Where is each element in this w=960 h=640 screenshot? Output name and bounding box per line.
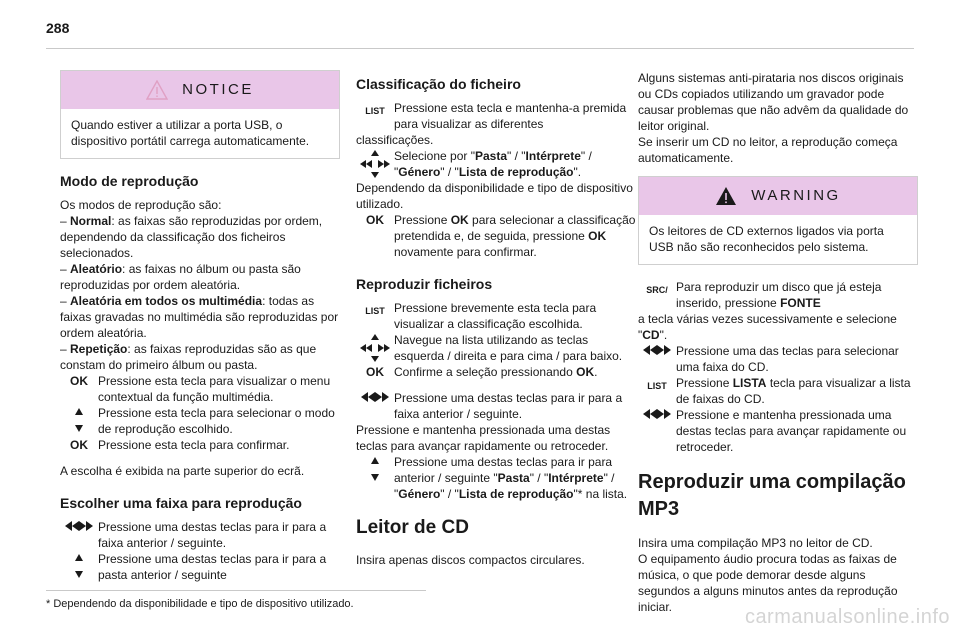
notice-box [60,70,340,159]
ok-icon: OK [70,438,88,452]
reproduzir-heading: Reproduzir ficheiros [356,276,493,292]
left-right-arrows-icon [638,407,676,420]
cd-step-src: SRC/ Para reproduzir um disco que já esteja inserido, pressione FONTE [638,279,918,311]
faixa-step-leftright: Pressione uma destas teclas para ir para a faixa anterior / seguinte. [60,519,340,551]
modo-step-ok: OK Pressione esta tecla para visualizar o menu contextual da função multimédia. [60,373,340,405]
list-icon: LIST [365,106,385,116]
reproduzir-step-updown: Pressione uma destas teclas para ir para anterior / seguinte "Pasta" / "Intérprete" / "Género" / "Lista de reprodução"* na lista. [356,454,636,502]
cd-step-list: LIST Pressione LISTA tecla para visualizar a lista de faixas do CD. [638,375,918,407]
faixa-heading: Escolher uma faixa para reprodução [60,495,302,511]
column-1 [60,70,340,583]
classificacao-step-list: LIST Pressione esta tecla e mantenha-a premida para visualizar as diferentes [356,100,636,132]
left-right-arrows-icon [60,519,98,532]
footnote [46,590,426,610]
modo-step-confirm: OK Pressione esta tecla para confirmar. [60,437,340,453]
reproduzir-step-arrows: Navegue na lista utilizando as teclas esquerda / direita e para cima / para baixo. [356,332,636,364]
modo-item-aleatoria-todos: – Aleatória em todos os multimédia: todas as faixas gravadas no multimédia são reproduzidas por ordem aleatória. [60,294,339,340]
cd-step-fast: Pressione e mantenha pressionada uma destas teclas para avançar rapidamente ou retroceder. [638,407,918,455]
modo-item-repeticao: – Repetição: as faixas reproduzidas são as que constam do primeiro álbum ou pasta. [60,342,317,372]
mp3-heading: Reproduzir uma compilação MP3 [638,471,906,520]
reproduzir-step-list: LIST Pressione brevemente esta tecla para visualizar a classificação escolhida. [356,300,636,332]
leitor-text: Insira apenas discos compactos circulares. [356,553,585,567]
watermark: carmanualsonline.info [744,606,950,628]
reproduzir-step-leftright: Pressione uma destas teclas para ir para a faixa anterior / seguinte. [356,390,636,422]
classificacao-step-arrows: Selecione por "Pasta" / "Intérprete" / "Género" / "Lista de reprodução". [356,148,636,180]
notice-header [61,71,339,109]
warning-triangle-icon [715,186,737,206]
four-way-arrows-icon [356,332,394,363]
notice-title: NOTICE [182,81,254,98]
list-icon: LIST [365,306,385,316]
column-3: Alguns sistemas anti-pirataria nos discos originais ou CDs copiados utilizando um gravador pode causar problemas que não advêm da qualidade do leitor original. Se inserir um CD no leitor, a reprodução começa automaticamente. WARNING Os leitores de CD externos ligados via porta USB não são reconhecidos pelo sistema. SRC/ Para reproduzir um disco que já esteja inserido, pressione FONTE a tecla várias vezes sucessivamente e selecione "CD". Pressione uma das teclas para selecionar uma faixa do CD. LIST Pressione LISTA tecla para visualizar a lista de faixas do CD. Pressione e mantenha pressionada uma destas teclas para avançar rapidamente ou retroceder. Reproduzir uma compilação MP3 Insira uma compilação MP3 no leitor de CD. O equipamento áudio procura todas as faixas de música, o que pode demorar desde alguns segundos a alguns minutos antes da reprodução iniciar. [638,70,918,615]
warning-header [639,177,917,215]
mp3-text: Insira uma compilação MP3 no leitor de CD. [638,536,873,550]
notice-text: Quando estiver a utilizar a porta USB, o dispositivo portátil carrega automaticamente. [71,118,310,148]
ok-icon: OK [70,374,88,388]
warning-text: Os leitores de CD externos ligados via porta USB não são reconhecidos pelo sistema. [649,224,884,254]
modo-item-normal: – Normal: as faixas são reproduzidas por ordem, dependendo da classificação dos ficheiros selecionados. [60,214,323,260]
src-icon: SRC/ [646,285,668,295]
warning-box [638,176,918,265]
modo-item-aleatorio: – Aleatório: as faixas no álbum ou pasta são reproduzidas por ordem aleatória. [60,262,301,292]
modo-intro: Os modos de reprodução são: [60,198,222,212]
modo-step-updown: Pressione esta tecla para selecionar o modo de reprodução escolhido. [60,405,340,437]
modo-footer: A escolha é exibida na parte superior do ecrã. [60,464,305,478]
autoplay-text: Se inserir um CD no leitor, a reprodução começa automaticamente. [638,135,898,165]
column-2: Classificação do ficheiro LIST Pressione esta tecla e mantenha-a premida para visualizar as diferentes classificações. Selecione por "Pasta" / "Intérprete" / "Género" / "Lista de reprodução". Dependendo da disponibilidade e tipo de dispositivo utilizado. OK Pressione OK para selecionar a classificação pretendida e, de seguida, pressione OK novamente para confirmar. Reproduzir ficheiros LIST Pressione brevemente esta tecla para visualizar a classificação escolhida. Navegue na lista utilizando as teclas esquerda / direita e para cima / para baixo. OK Confirme a seleção pressionando OK. Pressione uma destas teclas para ir para a faixa anterior / seguinte. Pressione e mantenha pressionada uma destas teclas para avançar rapidamente ou retroceder. Pressione uma destas teclas para ir para anterior / seguinte "Pasta" / "Intérprete" / "Género" / "Lista de reprodução"* na lista. Leitor de CD Insira apenas discos compactos circulares. [356,76,636,567]
up-down-arrows-icon [356,454,394,483]
left-right-arrows-icon [356,390,394,403]
leitor-heading: Leitor de CD [356,517,469,538]
four-way-arrows-icon [356,148,394,179]
ok-icon: OK [366,213,384,227]
classificacao-heading: Classificação do ficheiro [356,76,521,92]
cd-step-leftright: Pressione uma das teclas para selecionar uma faixa do CD. [638,343,918,375]
mp3-text-2: O equipamento áudio procura todas as faixas de música, o que pode demorar desde alguns segundos a alguns minutos antes da reprodução iniciar. [638,552,898,614]
header-divider [46,48,914,49]
warning-title: WARNING [751,187,841,204]
up-down-arrows-icon [60,551,98,580]
anti-pirataria-text: Alguns sistemas anti-pirataria nos discos originais ou CDs copiados utilizando um gravador pode causar problemas que não advêm da qualidade do leitor original. [638,71,909,133]
faixa-step-updown: Pressione uma destas teclas para ir para a pasta anterior / seguinte [60,551,340,583]
page-number: 288 [46,20,70,36]
classificacao-step-ok: OK Pressione OK para selecionar a classificação pretendida e, de seguida, pressione OK novamente para confirmar. [356,212,636,260]
up-down-arrows-icon [60,405,98,434]
list-icon: LIST [647,381,667,391]
reproduzir-step-ok: OK Confirme a seleção pressionando OK. [356,364,636,380]
warning-triangle-icon [146,80,168,100]
ok-icon: OK [366,365,384,379]
modo-heading: Modo de reprodução [60,173,199,189]
footnote-text: * Dependendo da disponibilidade e tipo de dispositivo utilizado. [46,598,354,610]
left-right-arrows-icon [638,343,676,356]
